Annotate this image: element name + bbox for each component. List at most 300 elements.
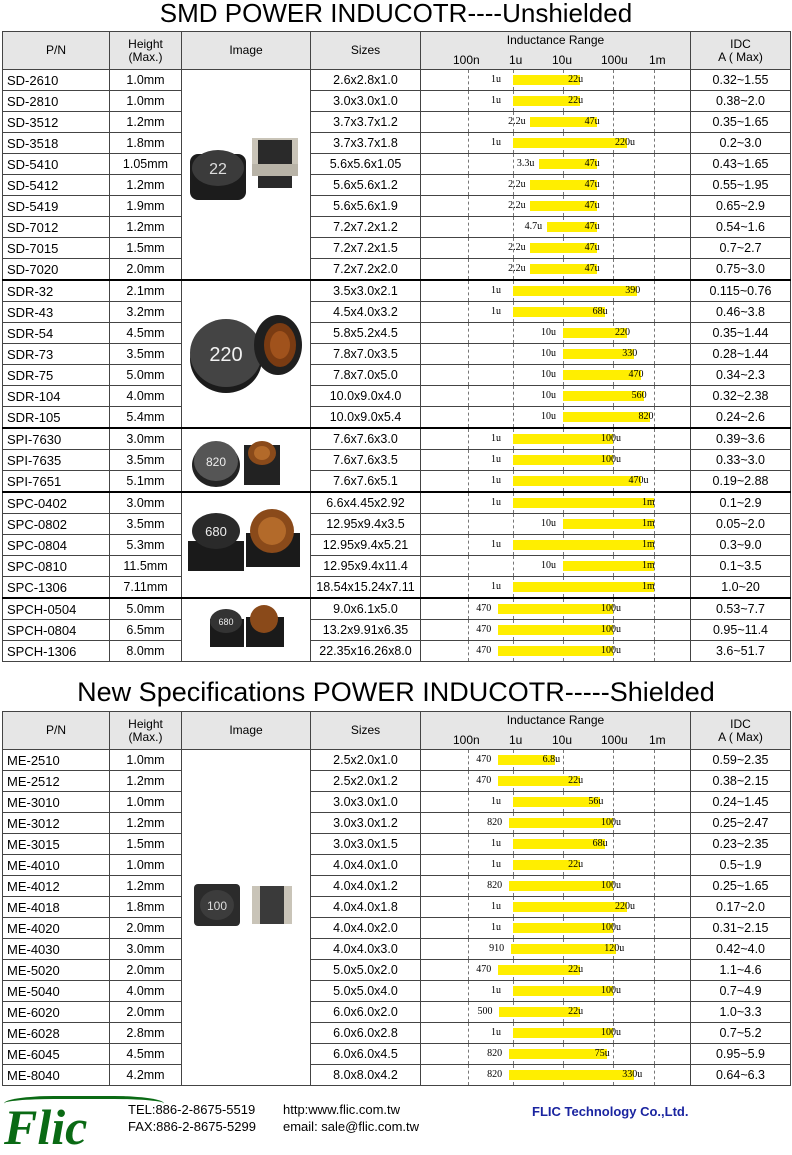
- inductance-range-cell: [421, 70, 691, 91]
- decade-gridline: [613, 1002, 614, 1022]
- inductance-range-cell: [421, 792, 691, 813]
- decade-gridline: [468, 175, 469, 195]
- height-cell: 1.05mm: [110, 154, 182, 175]
- height-cell: 3.5mm: [110, 450, 182, 471]
- decade-gridline: [468, 365, 469, 385]
- inductance-range-cell: [421, 112, 691, 133]
- size-cell: 5.0x5.0x4.0: [311, 981, 421, 1002]
- idc-cell: 0.39~3.6: [691, 428, 791, 450]
- part-number-cell: SD-3512: [3, 112, 110, 133]
- decade-gridline: [654, 1002, 655, 1022]
- idc-cell: 0.2~3.0: [691, 133, 791, 154]
- inductance-range-cell: [421, 620, 691, 641]
- decade-gridline: [654, 834, 655, 854]
- inductance-range-cell: [421, 598, 691, 620]
- idc-cell: 0.7~2.7: [691, 238, 791, 259]
- range-max-label: 120u: [604, 943, 625, 954]
- range-min-label: 820: [487, 880, 503, 891]
- size-cell: 4.0x4.0x1.0: [311, 855, 421, 876]
- inductance-range-cell: [421, 514, 691, 535]
- decade-gridline: [654, 386, 655, 406]
- header-sizes: Sizes: [311, 32, 421, 70]
- table-row: [3, 918, 791, 939]
- range-max-label: 47u: [584, 242, 600, 253]
- decade-gridline: [563, 750, 564, 770]
- inductance-range-cell: [421, 855, 691, 876]
- spch-inductor-photo-icon: [182, 598, 311, 662]
- size-cell: 7.2x7.2x1.5: [311, 238, 421, 259]
- decade-gridline: [613, 154, 614, 174]
- range-max-label: 100u: [601, 433, 621, 444]
- range-max-label: 47u: [584, 179, 600, 190]
- table-row: [3, 1044, 791, 1065]
- inductance-range-cell: [421, 1065, 691, 1086]
- table-row: [3, 492, 791, 514]
- size-cell: 12.95x9.4x5.21: [311, 535, 421, 556]
- decade-gridline: [654, 196, 655, 216]
- size-cell: 2.5x2.0x1.2: [311, 771, 421, 792]
- part-number-cell: SD-7012: [3, 217, 110, 238]
- size-cell: 6.6x4.45x2.92: [311, 492, 421, 514]
- idc-cell: 0.33~3.0: [691, 450, 791, 471]
- part-number-cell: SD-5412: [3, 175, 110, 196]
- header-idc: IDC A ( Max): [691, 712, 791, 750]
- range-max-label: 100u: [601, 454, 621, 465]
- inductance-range-cell: [421, 492, 691, 514]
- part-number-cell: SPC-0802: [3, 514, 110, 535]
- size-cell: 13.2x9.91x6.35: [311, 620, 421, 641]
- idc-cell: 0.24~1.45: [691, 792, 791, 813]
- decade-gridline: [654, 407, 655, 427]
- decade-gridline: [613, 238, 614, 258]
- fax-text: FAX:886-2-8675-5299: [128, 1119, 256, 1134]
- height-cell: 1.2mm: [110, 175, 182, 196]
- part-number-cell: ME-4020: [3, 918, 110, 939]
- inductance-range-bar: [513, 138, 627, 148]
- svg-text:680: 680: [205, 524, 227, 539]
- size-cell: 4.5x4.0x3.2: [311, 302, 421, 323]
- size-cell: 7.2x7.2x1.2: [311, 217, 421, 238]
- decade-gridline: [613, 771, 614, 791]
- size-cell: 10.0x9.0x4.0: [311, 386, 421, 407]
- range-max-label: 47u: [584, 200, 600, 211]
- range-min-label: 820: [487, 817, 503, 828]
- height-cell: 1.9mm: [110, 196, 182, 217]
- part-number-cell: SPI-7630: [3, 428, 110, 450]
- idc-cell: 0.1~3.5: [691, 556, 791, 577]
- range-max-label: 560: [631, 390, 647, 401]
- part-number-cell: ME-5040: [3, 981, 110, 1002]
- inductance-range-cell: [421, 897, 691, 918]
- height-cell: 3.5mm: [110, 344, 182, 365]
- range-min-label: 1u: [491, 74, 501, 85]
- inductance-range-cell: [421, 1002, 691, 1023]
- inductance-range-bar: [513, 797, 600, 807]
- height-cell: 5.1mm: [110, 471, 182, 493]
- decade-gridline: [513, 217, 514, 237]
- size-cell: 3.0x3.0x1.5: [311, 834, 421, 855]
- inductance-range-cell: [421, 154, 691, 175]
- size-cell: 3.7x3.7x1.2: [311, 112, 421, 133]
- idc-cell: 1.1~4.6: [691, 960, 791, 981]
- range-max-label: 22u: [568, 775, 584, 786]
- idc-cell: 0.31~2.15: [691, 918, 791, 939]
- size-cell: 7.8x7.0x5.0: [311, 365, 421, 386]
- height-cell: 1.8mm: [110, 897, 182, 918]
- decade-gridline: [513, 323, 514, 343]
- decade-gridline: [654, 771, 655, 791]
- height-cell: 4.0mm: [110, 386, 182, 407]
- table-row: [3, 280, 791, 302]
- size-cell: 7.6x7.6x3.0: [311, 428, 421, 450]
- range-max-label: 100u: [601, 1027, 621, 1038]
- inductance-range-cell: [421, 407, 691, 429]
- range-min-label: 470: [476, 645, 492, 656]
- inductance-range-bar: [509, 881, 613, 891]
- height-cell: 1.0mm: [110, 91, 182, 112]
- idc-cell: 0.25~2.47: [691, 813, 791, 834]
- range-max-label: 22u: [568, 95, 584, 106]
- size-cell: 3.0x3.0x1.0: [311, 91, 421, 112]
- idc-cell: 0.28~1.44: [691, 344, 791, 365]
- size-cell: 5.8x5.2x4.5: [311, 323, 421, 344]
- part-number-cell: SPC-0810: [3, 556, 110, 577]
- idc-cell: 1.0~20: [691, 577, 791, 599]
- part-number-cell: SPI-7635: [3, 450, 110, 471]
- decade-gridline: [654, 238, 655, 258]
- inductance-range-cell: [421, 238, 691, 259]
- idc-cell: 0.55~1.95: [691, 175, 791, 196]
- part-number-cell: ME-4012: [3, 876, 110, 897]
- size-cell: 5.6x5.6x1.2: [311, 175, 421, 196]
- size-cell: 7.8x7.0x3.5: [311, 344, 421, 365]
- spc-inductor-photo-icon: [182, 492, 311, 598]
- idc-cell: 0.17~2.0: [691, 897, 791, 918]
- part-number-cell: ME-3012: [3, 813, 110, 834]
- idc-cell: 0.95~11.4: [691, 620, 791, 641]
- inductance-range-bar: [513, 498, 654, 508]
- height-cell: 5.3mm: [110, 535, 182, 556]
- idc-cell: 0.34~2.3: [691, 365, 791, 386]
- decade-gridline: [468, 876, 469, 896]
- range-min-label: 1u: [491, 285, 501, 296]
- decade-gridline: [613, 175, 614, 195]
- height-cell: 1.0mm: [110, 792, 182, 813]
- table-row: [3, 471, 791, 493]
- table-row: [3, 407, 791, 429]
- decade-gridline: [468, 535, 469, 555]
- height-cell: 2.1mm: [110, 280, 182, 302]
- inductance-range-bar: [513, 307, 605, 317]
- table-row: [3, 514, 791, 535]
- decade-gridline: [468, 429, 469, 449]
- decade-gridline: [654, 154, 655, 174]
- range-max-label: 47u: [584, 263, 600, 274]
- inductance-range-bar: [563, 412, 650, 422]
- range-max-label: 22u: [568, 859, 584, 870]
- part-number-cell: ME-4030: [3, 939, 110, 960]
- size-cell: 5.6x5.6x1.05: [311, 154, 421, 175]
- range-max-label: 75u: [594, 1048, 610, 1059]
- decade-gridline: [613, 750, 614, 770]
- decade-gridline: [468, 855, 469, 875]
- part-number-cell: SD-3518: [3, 133, 110, 154]
- part-number-cell: SD-2810: [3, 91, 110, 112]
- decade-gridline: [613, 112, 614, 132]
- range-min-label: 470: [476, 624, 492, 635]
- height-cell: 1.2mm: [110, 112, 182, 133]
- height-cell: 4.5mm: [110, 323, 182, 344]
- decade-gridline: [654, 1065, 655, 1085]
- range-min-label: 10u: [541, 560, 556, 571]
- header-image: Image: [182, 712, 311, 750]
- height-cell: 1.2mm: [110, 217, 182, 238]
- size-cell: 2.6x2.8x1.0: [311, 70, 421, 91]
- idc-cell: 0.19~2.88: [691, 471, 791, 493]
- size-cell: 3.7x3.7x1.8: [311, 133, 421, 154]
- size-cell: 4.0x4.0x2.0: [311, 918, 421, 939]
- range-min-label: 2.2u: [508, 200, 526, 211]
- range-min-label: 10u: [541, 411, 556, 422]
- inductance-range-bar: [513, 923, 613, 933]
- range-min-label: 10u: [541, 348, 556, 359]
- decade-gridline: [468, 599, 469, 619]
- size-cell: 6.0x6.0x2.8: [311, 1023, 421, 1044]
- table-row: [3, 792, 791, 813]
- range-min-label: 2.2u: [508, 263, 526, 274]
- decade-gridline: [468, 471, 469, 491]
- inductance-range-cell: [421, 217, 691, 238]
- height-cell: 1.0mm: [110, 855, 182, 876]
- header-pn: P/N: [3, 32, 110, 70]
- decade-gridline: [654, 960, 655, 980]
- inductance-range-cell: [421, 323, 691, 344]
- idc-cell: 0.53~7.7: [691, 598, 791, 620]
- size-cell: 4.0x4.0x1.8: [311, 897, 421, 918]
- header-inductance-range: Inductance Range 100n 1u 10u 100u 1m: [421, 712, 691, 750]
- inductance-range-bar: [498, 625, 613, 635]
- table-row: [3, 598, 791, 620]
- inductance-range-cell: [421, 450, 691, 471]
- height-cell: 1.5mm: [110, 834, 182, 855]
- size-cell: 7.2x7.2x2.0: [311, 259, 421, 281]
- header-image: Image: [182, 32, 311, 70]
- email-link[interactable]: email: sale@flic.com.tw: [283, 1119, 420, 1134]
- svg-text:220: 220: [209, 344, 243, 366]
- decade-gridline: [468, 641, 469, 661]
- idc-cell: 1.0~3.3: [691, 1002, 791, 1023]
- height-cell: 5.4mm: [110, 407, 182, 429]
- table-row: [3, 323, 791, 344]
- inductance-range-cell: [421, 175, 691, 196]
- size-cell: 12.95x9.4x3.5: [311, 514, 421, 535]
- inductance-range-cell: [421, 280, 691, 302]
- idc-cell: 0.65~2.9: [691, 196, 791, 217]
- inductance-range-bar: [513, 434, 613, 444]
- range-max-label: 1m: [642, 560, 655, 571]
- range-max-label: 390: [625, 285, 641, 296]
- table-row: [3, 217, 791, 238]
- svg-text:820: 820: [205, 455, 227, 469]
- idc-cell: 0.7~4.9: [691, 981, 791, 1002]
- decade-gridline: [654, 620, 655, 640]
- svg-text:680: 680: [218, 617, 234, 627]
- inductance-range-cell: [421, 428, 691, 450]
- size-cell: 8.0x8.0x4.2: [311, 1065, 421, 1086]
- size-cell: 5.6x5.6x1.9: [311, 196, 421, 217]
- idc-cell: 0.32~2.38: [691, 386, 791, 407]
- decade-gridline: [513, 344, 514, 364]
- table-row: [3, 641, 791, 662]
- table-row: [3, 91, 791, 112]
- inductance-range-cell: [421, 302, 691, 323]
- spi-inductor-photo-icon: [182, 428, 311, 492]
- decade-gridline: [468, 750, 469, 770]
- part-number-cell: SD-5410: [3, 154, 110, 175]
- decade-gridline: [468, 344, 469, 364]
- decade-gridline: [513, 154, 514, 174]
- height-cell: 2.0mm: [110, 259, 182, 281]
- shielded-title: New Specifications POWER INDUCOTR-----Shielded: [77, 677, 715, 707]
- decade-gridline: [654, 1044, 655, 1064]
- decade-gridline: [654, 981, 655, 1001]
- height-cell: 2.8mm: [110, 1023, 182, 1044]
- inductance-range-bar: [509, 1070, 634, 1080]
- inductance-range-bar: [563, 561, 654, 571]
- table-row: [3, 535, 791, 556]
- height-cell: 5.0mm: [110, 598, 182, 620]
- part-number-cell: SPCH-0804: [3, 620, 110, 641]
- height-cell: 4.0mm: [110, 981, 182, 1002]
- range-min-label: 470: [476, 964, 492, 975]
- part-number-cell: SPI-7651: [3, 471, 110, 493]
- decade-gridline: [468, 577, 469, 597]
- table-row: [3, 750, 791, 771]
- range-max-label: 1m: [642, 581, 655, 592]
- decade-gridline: [468, 450, 469, 470]
- decade-gridline: [654, 259, 655, 279]
- part-number-cell: SD-7020: [3, 259, 110, 281]
- decade-gridline: [468, 91, 469, 111]
- decade-gridline: [468, 386, 469, 406]
- inductance-range-cell: [421, 365, 691, 386]
- height-cell: 2.0mm: [110, 1002, 182, 1023]
- decade-gridline: [613, 1044, 614, 1064]
- range-min-label: 500: [477, 1006, 493, 1017]
- part-number-cell: ME-5020: [3, 960, 110, 981]
- size-cell: 18.54x15.24x7.11: [311, 577, 421, 599]
- part-number-cell: ME-6028: [3, 1023, 110, 1044]
- decade-gridline: [468, 259, 469, 279]
- part-number-cell: SDR-104: [3, 386, 110, 407]
- part-number-cell: SDR-73: [3, 344, 110, 365]
- header-idc: IDC A ( Max): [691, 32, 791, 70]
- decade-gridline: [654, 133, 655, 153]
- height-cell: 4.2mm: [110, 1065, 182, 1086]
- idc-cell: 0.59~2.35: [691, 750, 791, 771]
- decade-gridline: [654, 876, 655, 896]
- decade-gridline: [613, 70, 614, 90]
- idc-cell: 0.42~4.0: [691, 939, 791, 960]
- size-cell: 7.6x7.6x3.5: [311, 450, 421, 471]
- decade-gridline: [654, 855, 655, 875]
- decade-gridline: [613, 960, 614, 980]
- inductance-range-cell: [421, 535, 691, 556]
- table-row: [3, 70, 791, 91]
- inductance-range-bar: [513, 540, 654, 550]
- table-row: [3, 450, 791, 471]
- table-row: [3, 813, 791, 834]
- idc-cell: 0.95~5.9: [691, 1044, 791, 1065]
- size-cell: 3.0x3.0x1.2: [311, 813, 421, 834]
- decade-gridline: [654, 1023, 655, 1043]
- decade-gridline: [468, 1065, 469, 1085]
- decade-gridline: [468, 302, 469, 322]
- decade-gridline: [654, 792, 655, 812]
- decade-gridline: [468, 1023, 469, 1043]
- decade-gridline: [613, 302, 614, 322]
- decade-gridline: [613, 91, 614, 111]
- decade-gridline: [513, 386, 514, 406]
- range-max-label: 220u: [615, 137, 636, 148]
- height-cell: 3.0mm: [110, 492, 182, 514]
- height-cell: 2.0mm: [110, 918, 182, 939]
- idc-cell: 0.23~2.35: [691, 834, 791, 855]
- range-min-label: 1u: [491, 859, 501, 870]
- decade-gridline: [468, 493, 469, 513]
- table-row: [3, 1065, 791, 1086]
- part-number-cell: SPC-0402: [3, 492, 110, 514]
- decade-gridline: [468, 834, 469, 854]
- part-number-cell: SDR-75: [3, 365, 110, 386]
- range-min-label: 4.7u: [524, 221, 543, 232]
- range-max-label: 6.8u: [542, 754, 561, 765]
- range-max-label: 330u: [622, 1069, 643, 1080]
- decade-gridline: [654, 302, 655, 322]
- inductance-range-bar: [513, 839, 605, 849]
- range-min-label: 1u: [491, 137, 501, 148]
- inductance-range-cell: [421, 641, 691, 662]
- table-row: [3, 834, 791, 855]
- decade-gridline: [654, 429, 655, 449]
- height-cell: 1.5mm: [110, 238, 182, 259]
- part-number-cell: ME-2510: [3, 750, 110, 771]
- decade-gridline: [654, 599, 655, 619]
- idc-cell: 0.38~2.15: [691, 771, 791, 792]
- decade-gridline: [654, 365, 655, 385]
- website-link[interactable]: http:www.flic.com.tw: [283, 1102, 401, 1117]
- table-row: [3, 112, 791, 133]
- idc-cell: 0.115~0.76: [691, 280, 791, 302]
- decade-gridline: [468, 939, 469, 959]
- table-row: [3, 133, 791, 154]
- size-cell: 12.95x9.4x11.4: [311, 556, 421, 577]
- part-number-cell: SDR-54: [3, 323, 110, 344]
- decade-gridline: [468, 238, 469, 258]
- idc-cell: 0.32~1.55: [691, 70, 791, 91]
- idc-cell: 0.54~1.6: [691, 217, 791, 238]
- range-max-label: 22u: [568, 74, 584, 85]
- inductance-range-cell: [421, 471, 691, 493]
- range-max-label: 470: [628, 369, 644, 380]
- range-min-label: 10u: [541, 390, 556, 401]
- range-max-label: 100u: [601, 603, 621, 614]
- table-row: [3, 897, 791, 918]
- size-cell: 4.0x4.0x1.2: [311, 876, 421, 897]
- size-cell: 7.6x7.6x5.1: [311, 471, 421, 493]
- inductance-range-bar: [513, 286, 637, 296]
- height-cell: 1.2mm: [110, 876, 182, 897]
